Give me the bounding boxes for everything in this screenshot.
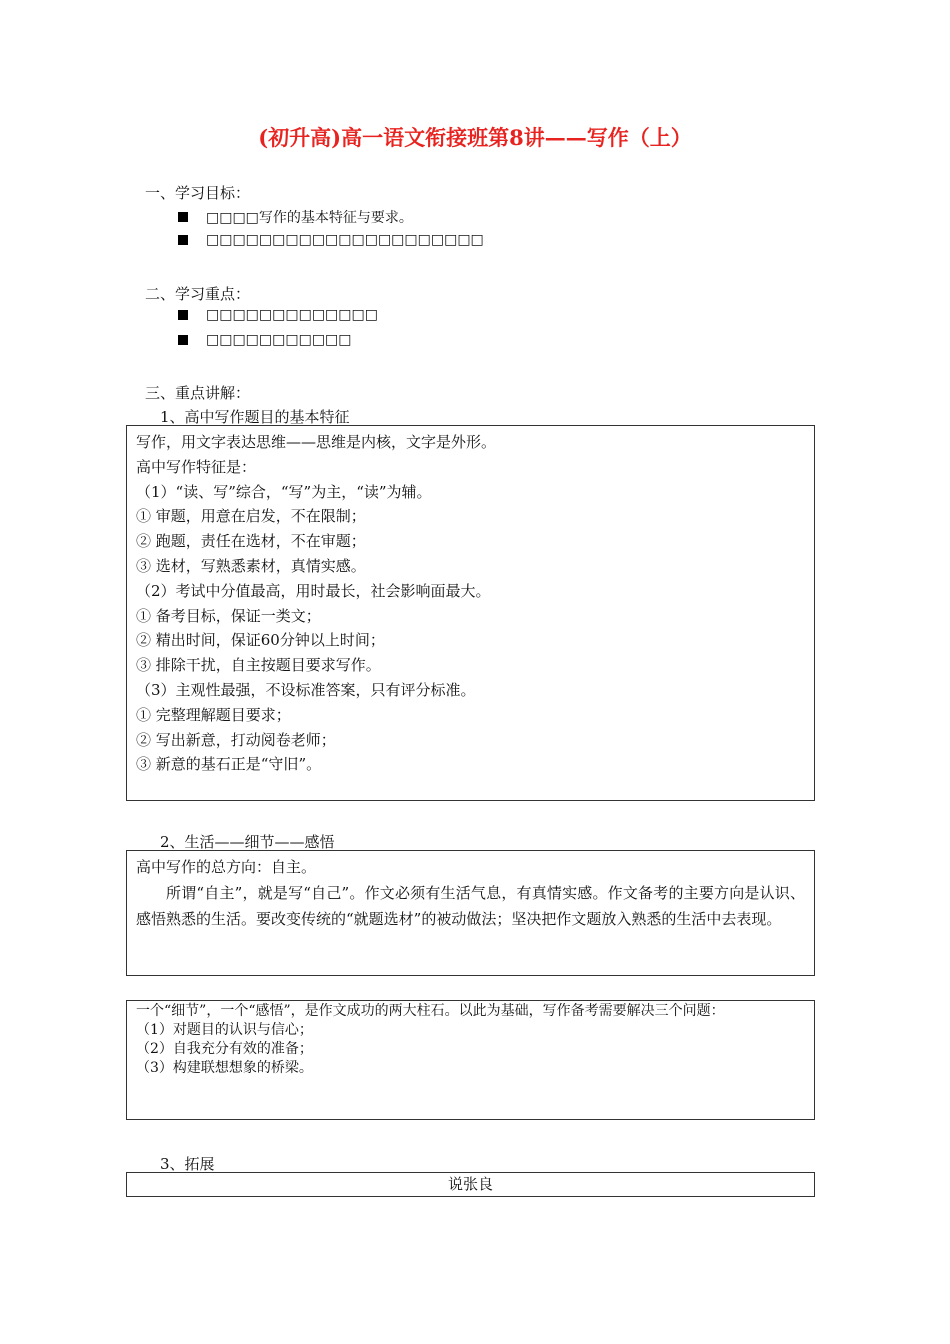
- square-bullet-icon: [178, 235, 188, 245]
- box-line: ① 备考目标，保证一类文；: [136, 606, 321, 625]
- subsection2-heading: 2、生活——细节——感悟: [160, 833, 335, 851]
- extension-box: [126, 1172, 815, 1197]
- box-line: 写作，用文字表达思维——思维是内核，文字是外形。: [136, 433, 497, 451]
- section1-heading: 一、学习目标：: [145, 184, 251, 202]
- box-line: （3）构建联想想象的桥梁。: [136, 1060, 313, 1076]
- section2-heading: 二、学习重点：: [145, 285, 251, 303]
- box-line: （3）主观性最强，不设标准答案，只有评分标准。: [136, 680, 476, 699]
- subsection3-heading: 3、拓展: [160, 1155, 215, 1173]
- box-line: ① 审题，用意在启发，不在限制；: [136, 507, 366, 526]
- list-item: [178, 307, 378, 323]
- box-line: 高中写作特征是：: [136, 457, 257, 476]
- extension-box-title: 说张良: [447, 1175, 493, 1193]
- list-item-text: □□□□□□□□□□□□□: [206, 307, 378, 323]
- list-item-text: □□□□□□□□□□□: [206, 332, 352, 348]
- box-line: （1）对题目的认识与信心；: [136, 1022, 313, 1038]
- box-line: ③ 新意的基石正是“守旧”。: [136, 755, 322, 774]
- box-line: ③ 排除干扰，自主按题目要求写作。: [136, 656, 381, 675]
- box-line: （1）“读、写”综合，“写”为主，“读”为辅。: [136, 482, 432, 501]
- box-line: ② 跑题，责任在选材，不在审题；: [136, 532, 366, 551]
- box-line: ① 完整理解题目要求；: [136, 705, 291, 724]
- list-item: [178, 332, 352, 348]
- pillars-box: [126, 1000, 815, 1120]
- box-line: 一个“细节”，一个“感悟”，是作文成功的两大柱石。以此为基础，写作备考需要解决三个问题：: [136, 1003, 725, 1019]
- list-item: [178, 207, 413, 227]
- box-line: ② 精出时间，保证60分钟以上时间；: [136, 631, 385, 650]
- box-line: 高中写作的总方向：自主。: [136, 858, 317, 876]
- box-paragraph: 所谓“自主”，就是写“自己”。作文必须有生活气息，有真情实感。作文备考的主要方向是认识、感悟熟悉的生活。要改变传统的“就题选材”的被动做法；坚决把作文题放入熟悉的生活中去表现。: [136, 884, 805, 928]
- features-box: [126, 425, 815, 801]
- box-line: ③ 选材，写熟悉素材，真情实感。: [136, 556, 366, 575]
- square-bullet-icon: [178, 212, 188, 222]
- box-line: ② 写出新意，打动阅卷老师；: [136, 730, 336, 749]
- box-line: （2）自我充分有效的准备；: [136, 1041, 313, 1057]
- page-title: (初升高)高一语文衔接班第8讲——写作（上）: [258, 125, 692, 150]
- list-item: [178, 232, 484, 248]
- square-bullet-icon: [178, 310, 188, 320]
- section3-heading: 三、重点讲解：: [145, 384, 251, 402]
- list-item-text: □□□□□□□□□□□□□□□□□□□□□: [206, 232, 484, 248]
- list-item-text: □□□□写作的基本特征与要求。: [206, 210, 413, 226]
- direction-box: [126, 850, 815, 976]
- subsection1-heading: 1、高中写作题目的基本特征: [160, 408, 350, 426]
- box-line: （2）考试中分值最高，用时最长，社会影响面最大。: [136, 581, 491, 600]
- square-bullet-icon: [178, 335, 188, 345]
